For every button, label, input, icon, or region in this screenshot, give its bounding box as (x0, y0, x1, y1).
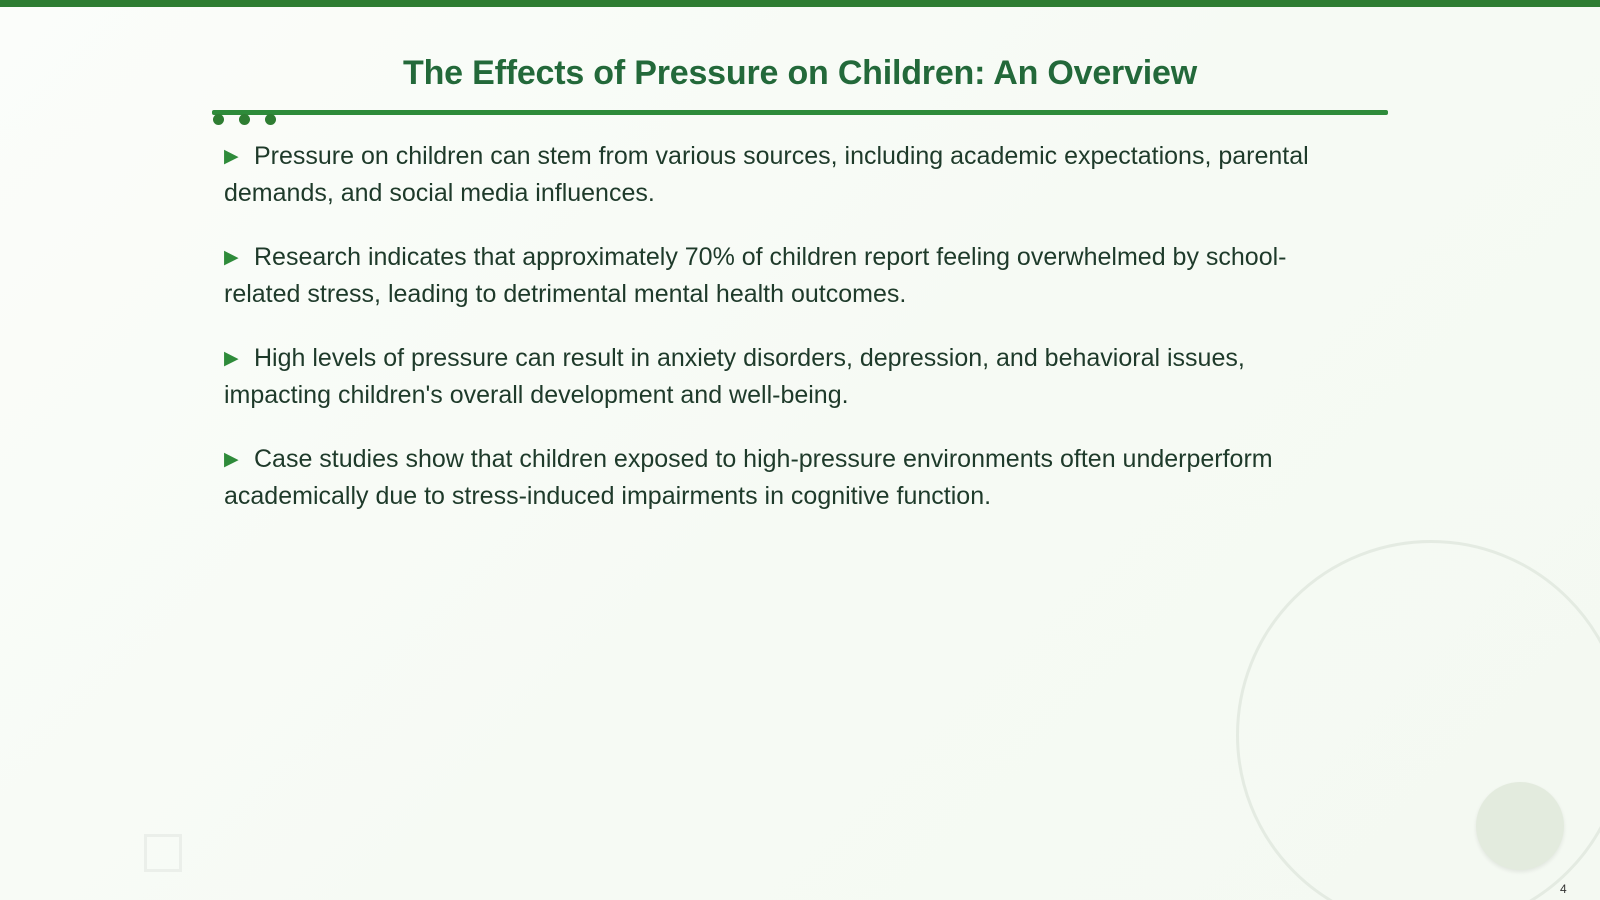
bullet-item-2 (224, 239, 1344, 312)
bullet-arrow-icon: ▶ (224, 146, 239, 167)
decorative-square (144, 834, 182, 872)
bullet-arrow-icon: ▶ (224, 348, 239, 369)
bullet-list (224, 138, 1344, 542)
bullet-item-4 (224, 441, 1344, 514)
underline-dot-2 (239, 114, 250, 125)
bullet-text: Pressure on children can stem from various sources, including academic expectations, parental demands, and social media influences. (224, 142, 1309, 207)
decorative-circle (1476, 782, 1564, 870)
bullet-item-3 (224, 340, 1344, 413)
underline-dot-1 (213, 114, 224, 125)
bullet-arrow-icon: ▶ (224, 449, 239, 470)
bullet-item-1 (224, 138, 1344, 211)
bullet-text: Research indicates that approximately 70% of children report feeling overwhelmed by school-related stress, leading to detrimental mental health outcomes. (224, 243, 1287, 308)
slide-title: The Effects of Pressure on Children: An Overview (403, 54, 1197, 92)
title-underline (212, 110, 1388, 115)
bullet-text: Case studies show that children exposed to high-pressure environments often underperform academically due to stress-induced impairments in cognitive function. (224, 445, 1273, 510)
bullet-arrow-icon: ▶ (224, 247, 239, 268)
page-number: 4 (1560, 882, 1567, 896)
bullet-text: High levels of pressure can result in anxiety disorders, depression, and behavioral issues, impacting children's overall development and well-being. (224, 344, 1245, 409)
top-accent-bar (0, 0, 1600, 7)
underline-dot-3 (265, 114, 276, 125)
